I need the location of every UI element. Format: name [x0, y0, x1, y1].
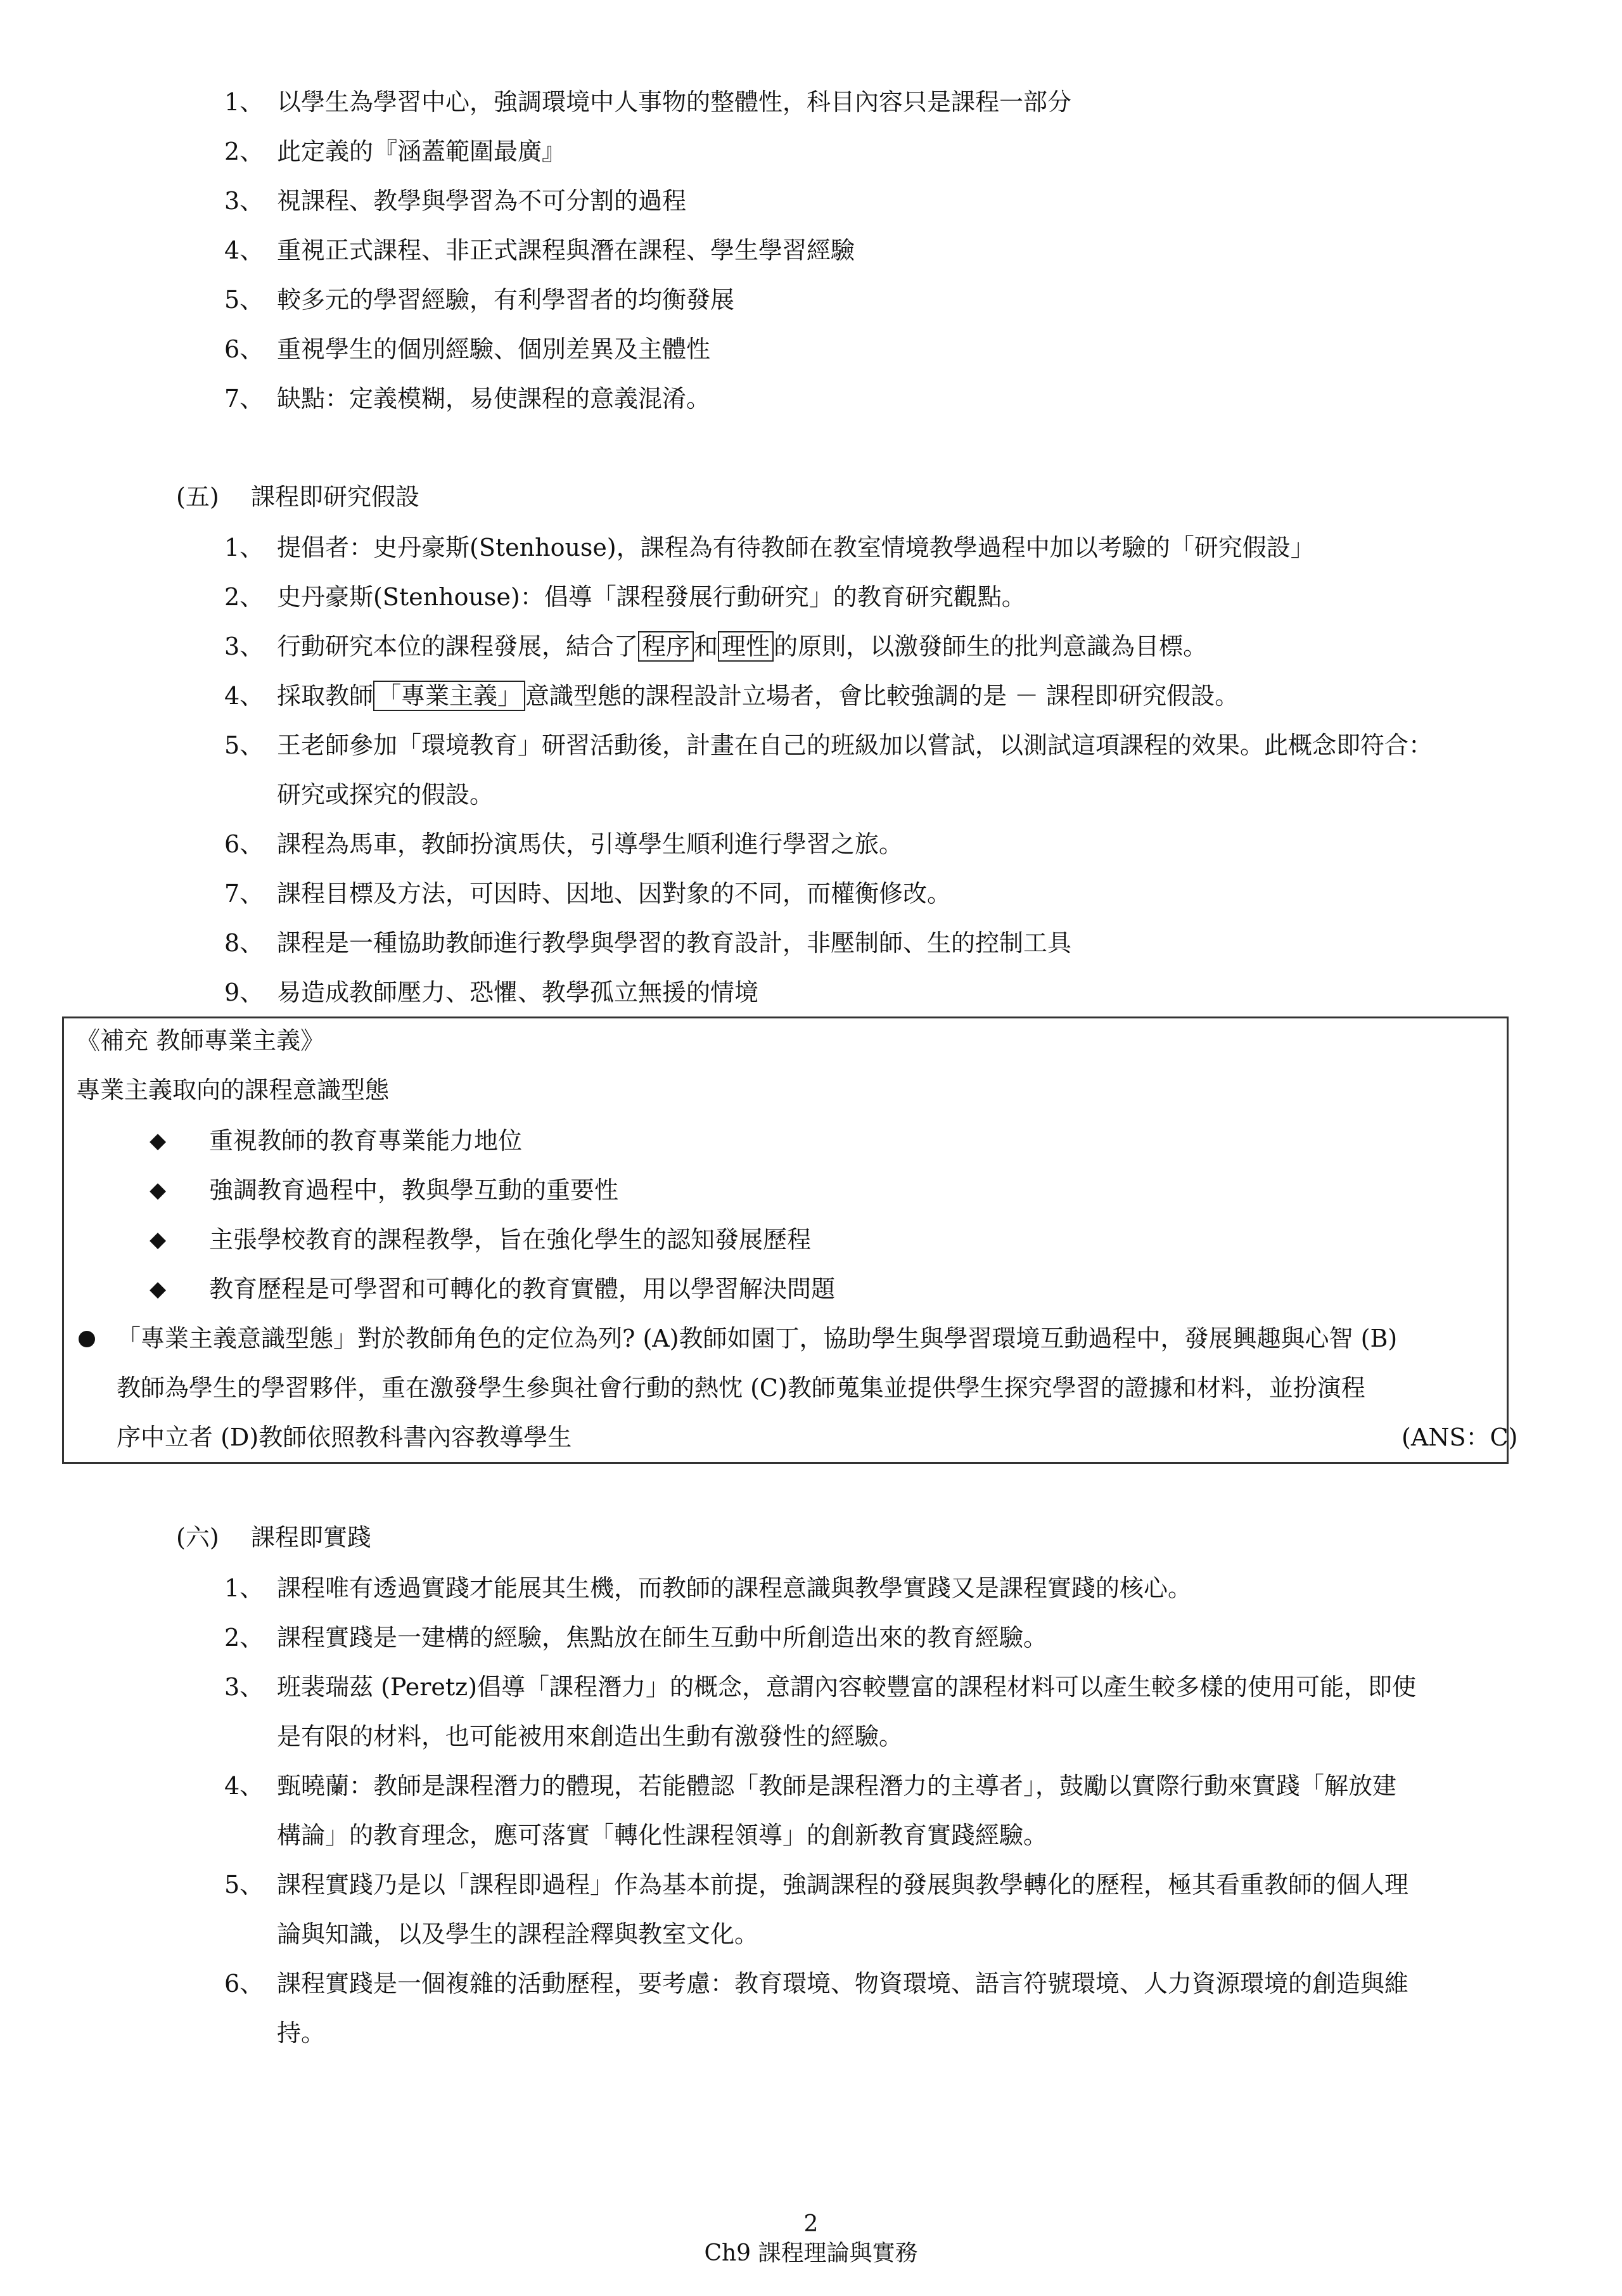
section-number: (五): [176, 483, 219, 511]
list-number: 9、: [224, 978, 264, 1006]
list-item-continuation: 持。: [277, 2019, 326, 2047]
list-item: 易造成教師壓力、恐懼、教學孤立無援的情境: [277, 978, 759, 1006]
list-number: 5、: [224, 286, 264, 314]
list-number: 3、: [224, 187, 264, 215]
list-number: 5、: [224, 1871, 264, 1899]
boxed-term: 「專業主義」: [373, 681, 525, 711]
question-line: 序中立者 (D)教師依照教科書內容教導學生: [117, 1423, 572, 1451]
section-heading: [176, 1522, 371, 1553]
list-number: 2、: [224, 583, 264, 611]
section-title: 課程即實踐: [251, 1523, 372, 1551]
list-item-continuation: 構論」的教育理念，應可落實「轉化性課程領導」的創新教育實踐經驗。: [277, 1821, 1048, 1849]
list-number: 8、: [224, 929, 264, 957]
list-item: 此定義的『涵蓋範圍最廣』: [277, 138, 566, 165]
list-item-continuation: 是有限的材料，也可能被用來創造出生動有激發性的經驗。: [277, 1722, 904, 1750]
list-item: 以學生為學習中心，強調環境中人事物的整體性，科目內容只是課程一部分: [277, 88, 1072, 116]
list-number: 3、: [224, 632, 264, 660]
list-item: 缺點：定義模糊，易使課程的意義混淆。: [277, 385, 711, 413]
question-line: 「專業主義意識型態」對於教師角色的定位為列? (A)教師如園丁，協助學生與學習環境互動過程中，發展興趣與心智 (B): [117, 1324, 1398, 1352]
question-line: 教師為學生的學習夥伴，重在激發學生參與社會行動的熱忱 (C)教師蒐集並提供學生探究學習的證據和材料，並扮演程: [117, 1374, 1365, 1402]
diamond-bullet-icon: ◆: [150, 1177, 167, 1203]
diamond-bullet-icon: ◆: [150, 1227, 167, 1252]
bullet-dot-icon: [79, 1331, 95, 1347]
list-item: 視課程、教學與學習為不可分割的過程: [277, 187, 687, 215]
list-number: 2、: [224, 138, 264, 165]
text-run: 採取教師: [277, 682, 374, 710]
list-number: 4、: [224, 236, 264, 264]
list-item: 課程為馬車，教師扮演馬伕，引導學生順利進行學習之旅。: [277, 830, 904, 858]
list-number: 5、: [224, 731, 264, 759]
text-run: 行動研究本位的課程發展，結合了: [277, 632, 639, 660]
list-number: 2、: [224, 1624, 264, 1651]
list-item-continuation: 研究或探究的假設。: [277, 781, 494, 809]
list-item: 班裴瑞茲 (Peretz)倡導「課程潛力」的概念，意謂內容較豐富的課程材料可以產生較多樣的使用可能，即使: [277, 1673, 1417, 1701]
text-run: 的原則，以激發師生的批判意識為目標。: [774, 632, 1208, 660]
list-item: 課程唯有透過實踐才能展其生機，而教師的課程意識與教學實踐又是課程實踐的核心。: [277, 1574, 1192, 1602]
list-item-continuation: 論與知識，以及學生的課程詮釋與教室文化。: [277, 1920, 759, 1948]
bullet-item: 教育歷程是可學習和可轉化的教育實體，用以學習解決問題: [209, 1275, 836, 1303]
list-number: 6、: [224, 830, 264, 858]
supplement-subtitle: 專業主義取向的課程意識型態: [76, 1076, 390, 1104]
list-item: 甄曉蘭：教師是課程潛力的體現，若能體認「教師是課程潛力的主導者」，鼓勵以實際行動來實踐「解放建: [277, 1772, 1397, 1800]
supplement-title: 《補充 教師專業主義》: [76, 1027, 325, 1055]
list-item: 王老師參加「環境教育」研習活動後，計畫在自己的班級加以嘗試，以測試這項課程的效果。此概念即符合：: [277, 731, 1433, 759]
text-run: 意識型態的課程設計立場者，會比較強調的是 － 課程即研究假設。: [525, 682, 1239, 710]
list-item: 史丹豪斯(Stenhouse)：倡導「課程發展行動研究」的教育研究觀點。: [277, 583, 1026, 611]
section-number: (六): [176, 1523, 219, 1551]
list-number: 4、: [224, 682, 264, 710]
diamond-bullet-icon: ◆: [150, 1276, 167, 1302]
list-item: 較多元的學習經驗，有利學習者的均衡發展: [277, 286, 735, 314]
list-item: [277, 681, 1239, 711]
bullet-item: 主張學校教育的課程教學，旨在強化學生的認知發展歷程: [209, 1226, 812, 1254]
list-item: 課程實踐是一建構的經驗，焦點放在師生互動中所創造出來的教育經驗。: [277, 1624, 1048, 1651]
diamond-bullet-icon: ◆: [150, 1128, 167, 1153]
list-number: 1、: [224, 88, 264, 116]
list-item: 課程實踐乃是以「課程即過程」作為基本前提，強調課程的發展與教學轉化的歷程，極其看重教師的個人理: [277, 1871, 1409, 1899]
list-item: 課程目標及方法，可因時、因地、因對象的不同，而權衡修改。: [277, 880, 952, 907]
list-number: 4、: [224, 1772, 264, 1800]
list-number: 1、: [224, 534, 264, 561]
list-number: 3、: [224, 1673, 264, 1701]
list-number: 1、: [224, 1574, 264, 1602]
boxed-term: 理性: [718, 631, 774, 662]
list-item: 重視學生的個別經驗、個別差異及主體性: [277, 335, 711, 363]
boxed-term: 程序: [638, 631, 694, 662]
list-item: 重視正式課程、非正式課程與潛在課程、學生學習經驗: [277, 236, 855, 264]
text-run: 和: [694, 632, 718, 660]
list-item: 提倡者：史丹豪斯(Stenhouse)，課程為有待教師在教室情境教學過程中加以考驗的「研究假設」: [277, 534, 1315, 561]
page-number: 2: [803, 2211, 819, 2237]
list-number: 7、: [224, 880, 264, 907]
bullet-item: 重視教師的教育專業能力地位: [209, 1127, 523, 1155]
list-number: 6、: [224, 335, 264, 363]
list-item: [277, 631, 1207, 662]
answer-label: (ANS：C): [1402, 1423, 1518, 1451]
section-title: 課程即研究假設: [251, 483, 420, 511]
section-heading: [176, 482, 419, 512]
list-number: 7、: [224, 385, 264, 413]
list-item: 課程實踐是一個複雜的活動歷程，要考慮：教育環境、物資環境、語言符號環境、人力資源環境的創造與維: [277, 1970, 1409, 1998]
list-number: 6、: [224, 1970, 264, 1998]
list-item: 課程是一種協助教師進行教學與學習的教育設計，非壓制師、生的控制工具: [277, 929, 1072, 957]
chapter-footer: Ch9 課程理論與實務: [704, 2240, 918, 2266]
bullet-item: 強調教育過程中，教與學互動的重要性: [209, 1176, 619, 1204]
